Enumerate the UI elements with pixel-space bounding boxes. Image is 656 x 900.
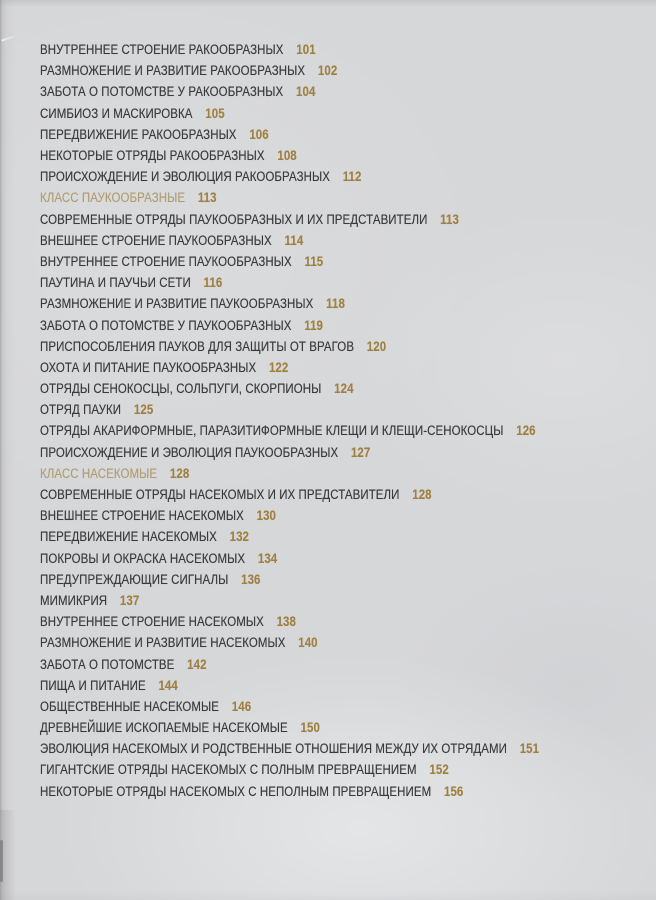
toc-entry (40, 209, 564, 230)
toc-entry-label: ГИГАНТСКИЕ ОТРЯДЫ НАСЕКОМЫХ С ПОЛНЫМ ПРЕВРАЩЕНИЕМ (40, 762, 417, 778)
toc-entry-page-number: 152 (429, 762, 449, 778)
toc-entry-label: ЭВОЛЮЦИЯ НАСЕКОМЫХ И РОДСТВЕННЫЕ ОТНОШЕНИЯ МЕЖДУ ИХ ОТРЯДАМИ (40, 741, 507, 757)
toc-entry-label: ВНЕШНЕЕ СТРОЕНИЕ НАСЕКОМЫХ (40, 508, 244, 524)
toc-entry-page-number: 104 (296, 84, 316, 100)
toc-entry-page-number: 142 (187, 656, 207, 672)
toc-entry-page-number: 108 (277, 148, 297, 164)
toc-entry-label: ПИЩА И ПИТАНИЕ (40, 677, 146, 693)
toc-entry (40, 569, 564, 590)
toc-entry-page-number: 113 (197, 190, 217, 206)
toc-entry (40, 484, 564, 505)
toc-entry (40, 696, 564, 717)
toc-entry-label: ЗАБОТА О ПОТОМСТВЕ У РАКООБРАЗНЫХ (40, 84, 284, 100)
toc-entry (40, 103, 564, 124)
toc-entry-page-number: 140 (298, 635, 318, 651)
toc-entry (40, 314, 564, 335)
toc-entry (40, 442, 564, 463)
toc-entry-label: СИМБИОЗ И МАСКИРОВКА (40, 105, 193, 121)
toc-entry-page-number: 106 (249, 126, 269, 142)
toc-entry-page-number: 112 (342, 169, 362, 185)
toc-entry (40, 60, 564, 81)
toc-entry-page-number: 114 (284, 232, 304, 248)
toc-entry-label: ДРЕВНЕЙШИЕ ИСКОПАЕМЫЕ НАСЕКОМЫЕ (40, 720, 288, 736)
toc-entry-label: ПЕРЕДВИЖЕНИЕ НАСЕКОМЫХ (40, 529, 217, 545)
toc-entry (40, 781, 564, 802)
toc-entry (40, 759, 564, 780)
toc-entry-label: РАЗМНОЖЕНИЕ И РАЗВИТИЕ ПАУКООБРАЗНЫХ (40, 296, 314, 312)
toc-entry-page-number: 128 (412, 487, 432, 503)
toc-entry-page-number: 128 (169, 465, 190, 481)
toc-entry (40, 738, 564, 759)
toc-entry-page-number: 113 (440, 211, 459, 227)
toc-entry-page-number: 122 (268, 359, 289, 375)
toc-entry-label: СОВРЕМЕННЫЕ ОТРЯДЫ НАСЕКОМЫХ И ИХ ПРЕДСТАВИТЕЛИ (40, 487, 400, 503)
toc-entry-label: НЕКОТОРЫЕ ОТРЯДЫ НАСЕКОМЫХ С НЕПОЛНЫМ ПРЕВРАЩЕНИЕМ (40, 783, 432, 799)
toc-entry-label: ВНЕШНЕЕ СТРОЕНИЕ ПАУКООБРАЗНЫХ (40, 232, 272, 248)
toc-entry-label: ПОКРОВЫ И ОКРАСКА НАСЕКОМЫХ (40, 550, 246, 566)
toc-entry-page-number: 126 (516, 423, 536, 439)
toc-entry-label: ПРОИСХОЖДЕНИЕ И ЭВОЛЮЦИЯ ПАУКООБРАЗНЫХ (40, 444, 339, 460)
toc-entry-label: ОТРЯДЫ АКАРИФОРМНЫЕ, ПАРАЗИТИФОРМНЫЕ КЛЕЩИ И КЛЕЩИ-СЕНОКОСЦЫ (40, 423, 504, 439)
toc-entry-label: СОВРЕМЕННЫЕ ОТРЯДЫ ПАУКООБРАЗНЫХ И ИХ ПРЕДСТАВИТЕЛИ (40, 211, 428, 227)
toc-entry (40, 611, 564, 632)
toc-entry-label: ЗАБОТА О ПОТОМСТВЕ У ПАУКООБРАЗНЫХ (40, 317, 292, 333)
toc-entry-label: РАЗМНОЖЕНИЕ И РАЗВИТИЕ НАСЕКОМЫХ (40, 635, 286, 651)
toc-entry-page-number: 151 (519, 741, 540, 757)
toc-entry-page-number: 134 (257, 550, 278, 566)
toc-entry (40, 230, 564, 251)
toc-entry-page-number: 132 (229, 529, 250, 545)
toc-entry-label: КЛАСС НАСЕКОМЫЕ (40, 465, 158, 481)
toc-entry (40, 124, 564, 145)
toc-entry (40, 293, 564, 314)
toc-entry (40, 590, 564, 611)
toc-entry (40, 675, 564, 696)
toc-entry-label: ВНУТРЕННЕЕ СТРОЕНИЕ НАСЕКОМЫХ (40, 614, 264, 630)
toc-entry (40, 505, 564, 526)
page-edge-shadow (0, 810, 16, 900)
toc-entry-page-number: 144 (158, 677, 178, 693)
toc-entry (40, 336, 564, 357)
toc-entry-label: ОТРЯД ПАУКИ (40, 402, 122, 418)
toc-entry (40, 548, 564, 569)
toc-entry-label: КЛАСС ПАУКООБРАЗНЫЕ (40, 190, 186, 206)
toc-entry (40, 166, 564, 187)
toc-entry-label: ПРИСПОСОБЛЕНИЯ ПАУКОВ ДЛЯ ЗАЩИТЫ ОТ ВРАГОВ (40, 338, 355, 354)
toc-entry-page-number: 115 (304, 253, 324, 269)
toc-entry-page-number: 146 (231, 698, 252, 714)
toc-entry-page-number: 120 (366, 338, 387, 354)
toc-entry-label: ПРЕДУПРЕЖДАЮЩИЕ СИГНАЛЫ (40, 571, 229, 587)
toc-entry (40, 357, 564, 378)
toc-section-header (40, 187, 564, 208)
toc-entry-page-number: 116 (203, 275, 223, 291)
toc-entry-label: РАЗМНОЖЕНИЕ И РАЗВИТИЕ РАКООБРАЗНЫХ (40, 63, 306, 79)
toc-entry-label: ЗАБОТА О ПОТОМСТВЕ (40, 656, 175, 672)
toc-entry-page-number: 136 (241, 571, 261, 587)
toc-entry-label: МИМИКРИЯ (40, 592, 108, 608)
toc-entry (40, 632, 564, 653)
toc-entry-page-number: 105 (205, 105, 225, 121)
toc-entry-label: ОБЩЕСТВЕННЫЕ НАСЕКОМЫЕ (40, 698, 220, 714)
toc-entry (40, 251, 564, 272)
toc-entry-label: ОТРЯДЫ СЕНОКОСЦЫ, СОЛЬПУГИ, СКОРПИОНЫ (40, 381, 322, 397)
toc-entry-page-number: 101 (296, 42, 316, 58)
toc-entry (40, 145, 564, 166)
toc-entry-page-number: 150 (300, 720, 320, 736)
toc-entry-label: ОХОТА И ПИТАНИЕ ПАУКООБРАЗНЫХ (40, 359, 257, 375)
toc-entry-label: ВНУТРЕННЕЕ СТРОЕНИЕ ПАУКООБРАЗНЫХ (40, 253, 292, 269)
toc-entry (40, 81, 564, 102)
toc-entry-page-number: 156 (444, 783, 464, 799)
toc-entry-page-number: 137 (119, 592, 140, 608)
toc-entry-page-number: 138 (276, 614, 296, 630)
toc-entry (40, 39, 564, 60)
toc-entry (40, 378, 564, 399)
toc-entry-label: НЕКОТОРЫЕ ОТРЯДЫ РАКООБРАЗНЫХ (40, 148, 265, 164)
toc-entry-label: ВНУТРЕННЕЕ СТРОЕНИЕ РАКООБРАЗНЫХ (40, 42, 284, 58)
toc-entry (40, 399, 564, 420)
toc-entry-page-number: 102 (317, 63, 338, 79)
toc-section-header (40, 463, 564, 484)
toc-entry (40, 653, 564, 674)
toc-entry (40, 526, 564, 547)
table-of-contents (40, 39, 656, 802)
toc-entry (40, 272, 564, 293)
toc-entry (40, 420, 564, 441)
toc-entry-label: ПРОИСХОЖДЕНИЕ И ЭВОЛЮЦИЯ РАКООБРАЗНЫХ (40, 169, 330, 185)
toc-entry (40, 717, 564, 738)
toc-entry-page-number: 130 (256, 508, 277, 524)
toc-entry-label: ПАУТИНА И ПАУЧЬИ СЕТИ (40, 275, 191, 291)
page-crease-mark (1, 34, 18, 41)
toc-entry-page-number: 127 (350, 444, 371, 460)
toc-entry-label: ПЕРЕДВИЖЕНИЕ РАКООБРАЗНЫХ (40, 126, 237, 142)
toc-entry-page-number: 125 (133, 402, 154, 418)
toc-entry-page-number: 124 (334, 381, 354, 397)
toc-entry-page-number: 119 (304, 317, 324, 333)
toc-entry-page-number: 118 (326, 296, 345, 312)
